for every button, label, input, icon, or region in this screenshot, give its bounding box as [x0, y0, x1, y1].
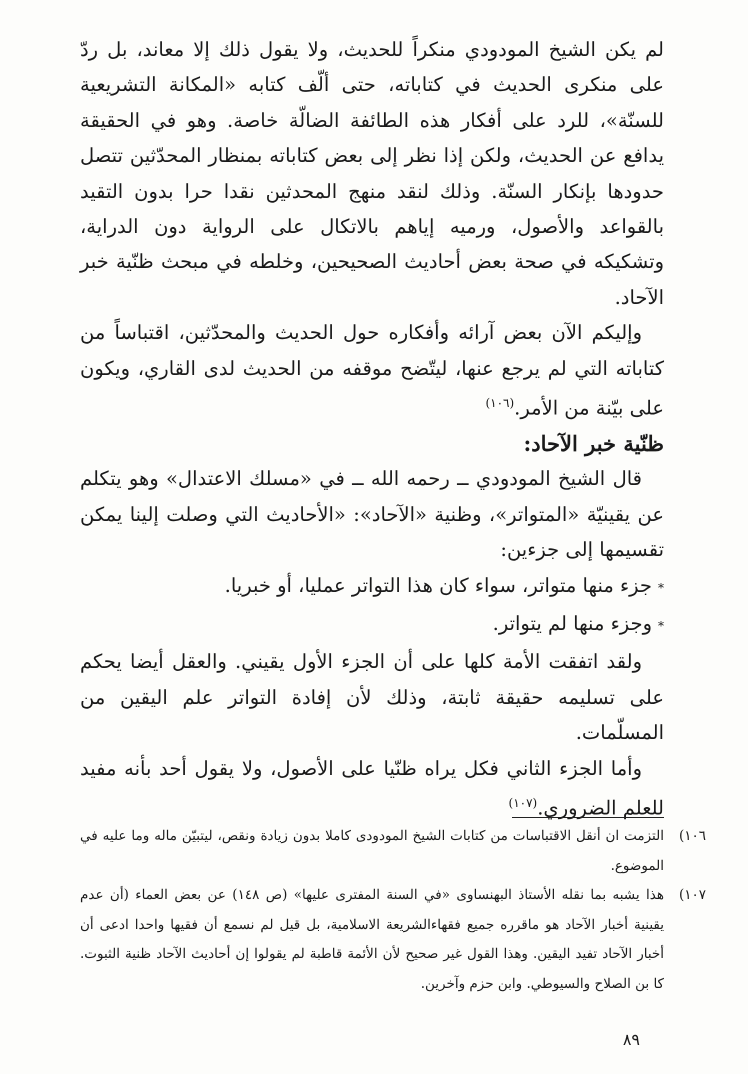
bullet-item-1-text: جزء منها متواتر، سواء كان هذا التواتر عمليا، أو خبريا. — [224, 573, 652, 597]
paragraph-5-text: وأما الجزء الثاني فكل يراه ظنّيا على الأصول، ولا يقول أحد بأنه مفيد للعلم الضروري. — [80, 756, 664, 820]
paragraph-1: لم يكن الشيخ المودودي منكراً للحديث، ولا يقول ذلك إلا معاند، بل ردّ على منكرى الحديث في كتاباته، حتى ألّف كتابه «المكانة التشريعية للسنّة»، للرد على أفكار هذه الطائفة الضالّة خاصة. وهو في الحقيقة يدافع عن الحديث، ولكن إذا نظر إلى بعض كتاباته بمنظار المحدّثين تتصل حدودها بإنكار السنّة. وذلك لنقد منهج المحدثين نقدا حرا بدون التقيد بالقواعد والأصول، ورميه إياهم بالاتكال على الرواية دون الدراية، وتشكيكه في صحة بعض أحاديث الصحيحين، وخلطه في مبحث ظنّية خبر الآحاد. — [80, 38, 664, 309]
footnote-text: هذا يشبه بما نقله الأستاذ البهنساوى «في السنة المفترى عليها» (ص ١٤٨) عن بعض العماء (أن عدم يقينية أخبار الآحاد هو ماقرره جميع فقهاءالشريعة الاسلامية، بل قيل لم نسمع أن فقيها واحدا ادعى أن أخبار الآحاد تفيد اليقين. وهذا القول غير صحيح لأن الأئمة قاطبة لم يقولوا إن أحاديث الآحاد ظنية الثبوت. كا بن الصلاح والسيوطي. وابن حزم وآخرين. — [80, 887, 664, 992]
footnote-107 — [80, 881, 706, 999]
paragraph-4: ولقد اتفقت الأمة كلها على أن الجزء الأول يقيني. والعقل أيضا يحكم على تسليمه حقيقة ثابتة، وذلك لأن إفادة التواتر علم اليقين من المسلّمات. — [80, 650, 664, 745]
paragraph-3: قال الشيخ المودودي ــ رحمه الله ــ في «مسلك الاعتدال» وهو يتكلم عن يقينيّة «المتواتر»، وظنية «الآحاد»: «الأحاديث التي وصلت إلينا يمكن تقسيمها إلى جزءين: — [80, 467, 664, 562]
footnote-106 — [80, 822, 706, 881]
bullet-item-1 — [80, 568, 664, 606]
footnote-divider — [512, 817, 664, 818]
paragraph-2 — [80, 315, 664, 426]
bullet-item-2-text: وجزء منها لم يتواتر. — [492, 612, 652, 635]
paragraph-2-text: وإليكم الآن بعض آرائه وأفكاره حول الحديث والمحدّثين، اقتباساً من كتاباته التي لم يرجع عنها، ليتّضح موقفه من الحديث لدى القاري، ويكون على بيّنة من الأمر. — [80, 321, 664, 420]
bullet-mark-icon: * — [658, 580, 664, 595]
page-number: ٨٩ — [622, 1030, 640, 1049]
bullet-mark-icon: * — [658, 619, 664, 633]
footnote-text: التزمت ان أنقل الاقتباسات من كتابات الشيخ المودودى كاملا بدون زيادة ونقص، ليتبيّن ماله وما عليه في الموضوع. — [80, 828, 664, 874]
footnotes — [80, 822, 706, 999]
footnote-number: ١٠٧) — [678, 887, 706, 903]
paragraph-5 — [80, 751, 664, 826]
bullet-item-2 — [80, 606, 664, 644]
footnote-ref-107[interactable]: (١٠٧) — [508, 796, 538, 811]
footnote-number: ١٠٦) — [678, 828, 706, 844]
section-title: ظنّية خبر الآحاد: — [523, 430, 664, 456]
main-text — [80, 32, 664, 826]
footnote-ref-106[interactable]: (١٠٦) — [485, 396, 515, 411]
